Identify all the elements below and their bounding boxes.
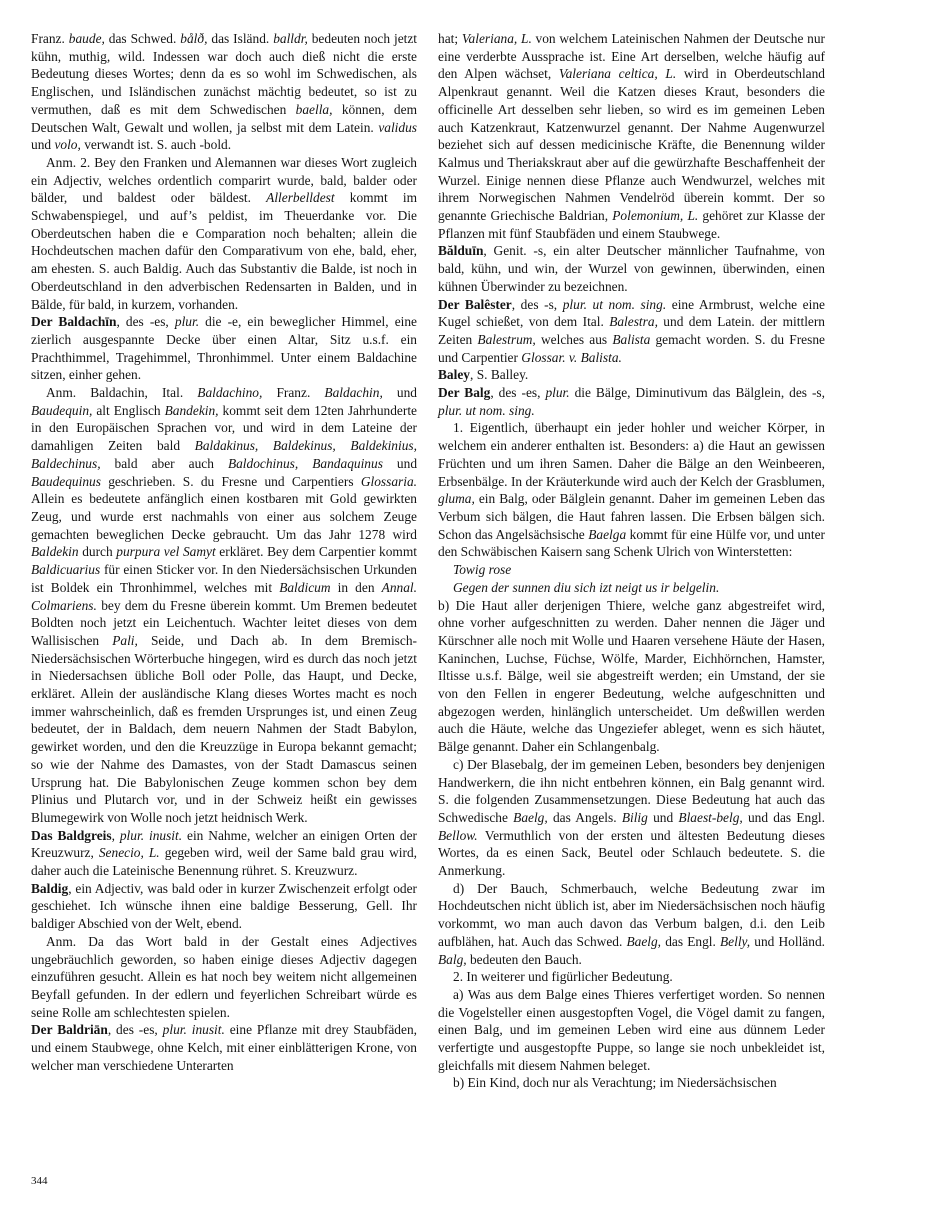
paragraph: Der Baldriān, des -es, plur. inusit. eine Pflanze mit drey Staubfäden, und einem Staubwege, ohne Kelch, mit einer einblätterigen Krone, von welcher man verschiedene Unterarten [31,1022,417,1073]
paragraph: 2. In weiterer und figürlicher Bedeutung. [453,969,673,985]
paragraph: Towig rose [453,562,512,578]
paragraph: Der Balg, des -es, plur. die Bälge, Diminutivum das Bälglein, des -s, plur. ut nom. sing. [438,385,825,418]
paragraph: Anm. 2. Bey den Franken und Alemannen war dieses Wort zugleich ein Adjectiv, welches ordentlich comparirt wurde, bald, balder oder bälder, und baldest oder bäldest. Allerbelldest kommt im Schwabenspiegel, und auf’s peldist, im Theuerdanke vor. Die Oberdeutschen haben die e Comparation noch behalten; allein die Hochdeutschen machen dafür den Comparativum von ehe, bald, eher, am ehesten. S. auch Baldig. Auch das Substantiv die Balde, ist noch in Oberdeutschland in den adverbischen Redensarten in Balden, und in Bälde, für bald, in kurzem, vorhanden. [31,154,417,312]
paragraph: Franz. baude, das Schwed. bålð, das Isländ. balldr, bedeuten noch jetzt kühn, muthig, wild. Indessen war doch auch dieß nicht die erste Bedeutung dieses Wortes; denn da es so wohl im Schwedischen, als Englischen, und Isländischen zunächst mächtig bedeutet, so ist zu vermuthen, daß es mit dem Schwedischen baella, können, dem Deutschen Walt, Gewalt und wollen, ja selbst mit dem Latein. validus und volo, verwandt ist. S. auch -bold. [31,31,418,153]
paragraph: d) Der Bauch, Schmerbauch, welche Bedeutung zwar im Hochdeutschen nicht üblich ist, aber im Niedersächsischen noch häufig vorkommt, wo man auch davon das Verbum balgen, d.i. den Leib aufblähen, hat. Auch das Schwed. Baelg, das Engl. Belly, und Holländ. Balg, bedeuten den Bauch. [438,880,825,967]
paragraph: Das Baldgreis, plur. inusit. ein Nahme, welcher an einigen Orten der Kreuzwurz, Senecio, L. gegeben wird, weil der Same bald grau wird, daher auch die Lateinische Benennung rühret. S. Kreuzwurz. [31,827,417,879]
paragraph: Bălduīn, Genit. -s, ein alter Deutscher männlicher Taufnahme, von bald, kühn, und win, der Wurzel von gewinnen, überwinden, einen kühnen Überwinder zu bezeichnen. [438,243,825,294]
paragraph: c) Der Blasebalg, der im gemeinen Leben, besonders bey denjenigen Handwerkern, die ihn nicht entbehren können, ein Balg genannt wird. S. die folgenden Zusammensetzungen. Diese Bedeutung hat auch das Schwedische Baelg, das Angels. Bilig und Blaest-belg, und das Engl. Bellow. Vermuthlich von der ersten und ältesten Bedeutung dieses Wortes, da es einen Sack, Beutel oder Schlauch bedeutete. S. die Anmerkung. [438,756,826,879]
paragraph: Der Balêster, des -s, plur. ut nom. sing. eine Armbrust, welche eine Kugel schießet, von dem Ital. Balestra, und dem Latein. der mittlern Zeiten Balestrum, welches aus Balista gemacht worden. S. du Fresne und Carpentier Glossar. v. Balista. [438,296,826,365]
paragraph: b) Die Haut aller derjenigen Thiere, welche ganz abgestreifet wird, ohne vorher aufgeschnitten zu werden. Daher nennen die Jäger und Kürschner alle noch mit Wolle und Haaren versehene Häute der Hasen, Kaninchen, Luchse, Füchse, Wölfe, Marder, Eichhörnchen, Hamster, Iltisse u.s.f. Bälge, weil sie abgestreift werden; ein Umstand, der sie von den Fellen in engerer Bedeutung, welche aufgeschnitten und abgezogen werden, hinlänglich unterscheidet. Um deßwillen werden auch die Häute, welche das Ungeziefer ableget, wenn es sich häutet, Bälge genannt. Daher ein Schlangenbalg. [438,597,825,755]
paragraph: Baley, S. Balley. [438,367,529,383]
paragraph: Baldig, ein Adjectiv, was bald oder in kurzer Zwischenzeit erfolgt oder geschiehet. Ich wünsche ihnen eine baldige Besserung, Gell. Ihr baldiger Abschied von der Welt, ebend. [31,880,417,932]
paragraph: Anm. Baldachin, Ital. Baldachino, Franz. Baldachin, und Baudequin, alt Englisch Bandekin, kommt seit dem 12ten Jahrhunderte in den Europäischen Sprachen vor, und wird in dem Lateine der damahligen Zeiten bald Baldakinus, Baldekinus, Baldekinius, Baldechinus, bald aber auch Baldochinus, Bandaquinus und Baudequinus geschrieben. S. du Fresne und Carpentiers Glossaria. Allein es bedeutete anfänglich einen kostbaren mit Gold gewirkten Zeug, und wurde erst nachmahls von einer aus solchem Zeuge gemachten beweglichen Decke gebraucht. Um das Jahr 1278 wird Baldekin durch purpura vel Samyt erkläret. Bey dem Carpentier kommt Baldicuarius für einen Sticker vor. In den Niedersächsischen Urkunden ist Boldek ein Thronhimmel, welches mit Baldicum in den Annal. Colmariens. bey dem du Fresne überein kommt. Um Bremen bedeutet Boldten noch jetzt ein Leichentuch. Wachter leitet dieses von dem Wallisischen Pali, Seide, und Dach ab. In dem Bremisch-Niedersächsischen Wörterbuche hingegen, wird es durch das noch jetzt in Niedersachsen übliche Boll oder Polle, das Haupt, und Decke, erkläret. Allein der ausländische Klang dieses Wortes macht es noch immer wahrscheinlich, daß es fremden Ursprunges ist, und einen Zeug bedeutet, der in Baldach, dem neuern Nahmen der Stadt Babylon, gewirket worden, und den die Kreuzzüge in Europa bekannt gemacht; so wie der Nahme des Damastes, von der Stadt Damascus seinen Ursprung hat. Die Babylonischen Zeuge kommen schon bey dem Plinius und Plutarch vor, und in der Schweiz heißt ein gewisses Blumegewirk von Wolle noch jetzt heidnisch Werk. [31,385,418,825]
left-column [31,30,417,1074]
paragraph: Der Baldachīn, des -es, plur. die -e, ein beweglicher Himmel, eine zierlich ausgespannte Decke über einen Altar, Sitz u.s.f. ein Prachthimmel, Tragehimmel, Thronhimmel. Unter einem Baldachine sitzen, einher gehen. [31,314,417,383]
page-number: 344 [31,1175,48,1187]
paragraph: Anm. Da das Wort bald in der Gestalt eines Adjectives ungebräuchlich geworden, so haben einige dieses Adjectiv dagegen einzuführen gesucht. Allein es hat noch bey weitem nicht allgemeinen Beyfall gefunden. In der edlern und feyerlichen Schreibart würde es seine Rolle am schlechtesten spielen. [31,933,417,1020]
paragraph: Gegen der sunnen diu sich izt neigt us ir belgelin. [453,579,720,595]
paragraph: a) Was aus dem Balge eines Thieres verfertiget worden. So nennen die Vogelsteller einen ausgestopften Vogel, die Vögel damit zu fangen, einen Balg, und im gemeinen Leben wird eine aus dünnem Leder verfertigte und ausgestopfte Puppe, so lange sie noch unbekleidet ist, gleichfalls mit diesem Nahmen beleget. [438,986,825,1073]
paragraph: b) Ein Kind, doch nur als Verachtung; im Niedersächsischen [453,1075,777,1091]
paragraph: 1. Eigentlich, überhaupt ein jeder hohler und weicher Körper, in welchem ein anderer enthalten ist. Besonders: a) die Haut an gewissen Früchten und um ihren Samen. Daher die Bälge an den Weinbeeren, Erbsenbälge. In der Kräuterkunde wird auch der Kelch der Grasblumen, gluma, ein Balg, oder Bälglein genannt. Daher im gemeinen Leben das Verbum sich bälgen, die Haut fahren lassen. Die Erbsen bälgen sich. Schon das Angelsächsische Baelga kommt für eine Hülfe vor, und unter den Schwäbischen Kaisern sang Schenk Ulrich von Winterstetten: [438,420,825,560]
right-column [438,30,825,1092]
paragraph: hat; Valeriana, L. von welchem Lateinischen Nahmen der Deutsche nur eine verderbte Aussprache ist. Eine Art derselben, welche häufig auf den Alpen wächset, Valeriana celtica, L. wird in Oberdeutschland Alpenkraut genannt. Weil die Katzen dieses Kraut, besonders die officinelle Art desselben sehr lieben, so wird es im gemeinen Leben auch Katzenkraut, Katzenwurzel genannt. Der Nahme Augenwurzel beziehet sich auf dessen medicinische Kräfte, die Benennung wilder Kalmus und Theriakskraut aber auf die gewürzhafte Beschaffenheit der Wurzel. Einige nennen diese Pflanze auch Wendwurzel, welches mit ihrem Norwegischen Nahmen Vendelröd überein kommt. Der so genannte Griechische Baldrian, Polemonium, L. gehöret zur Klasse der Pflanzen mit fünf Staubfäden und einem Staubwege. [438,31,826,241]
